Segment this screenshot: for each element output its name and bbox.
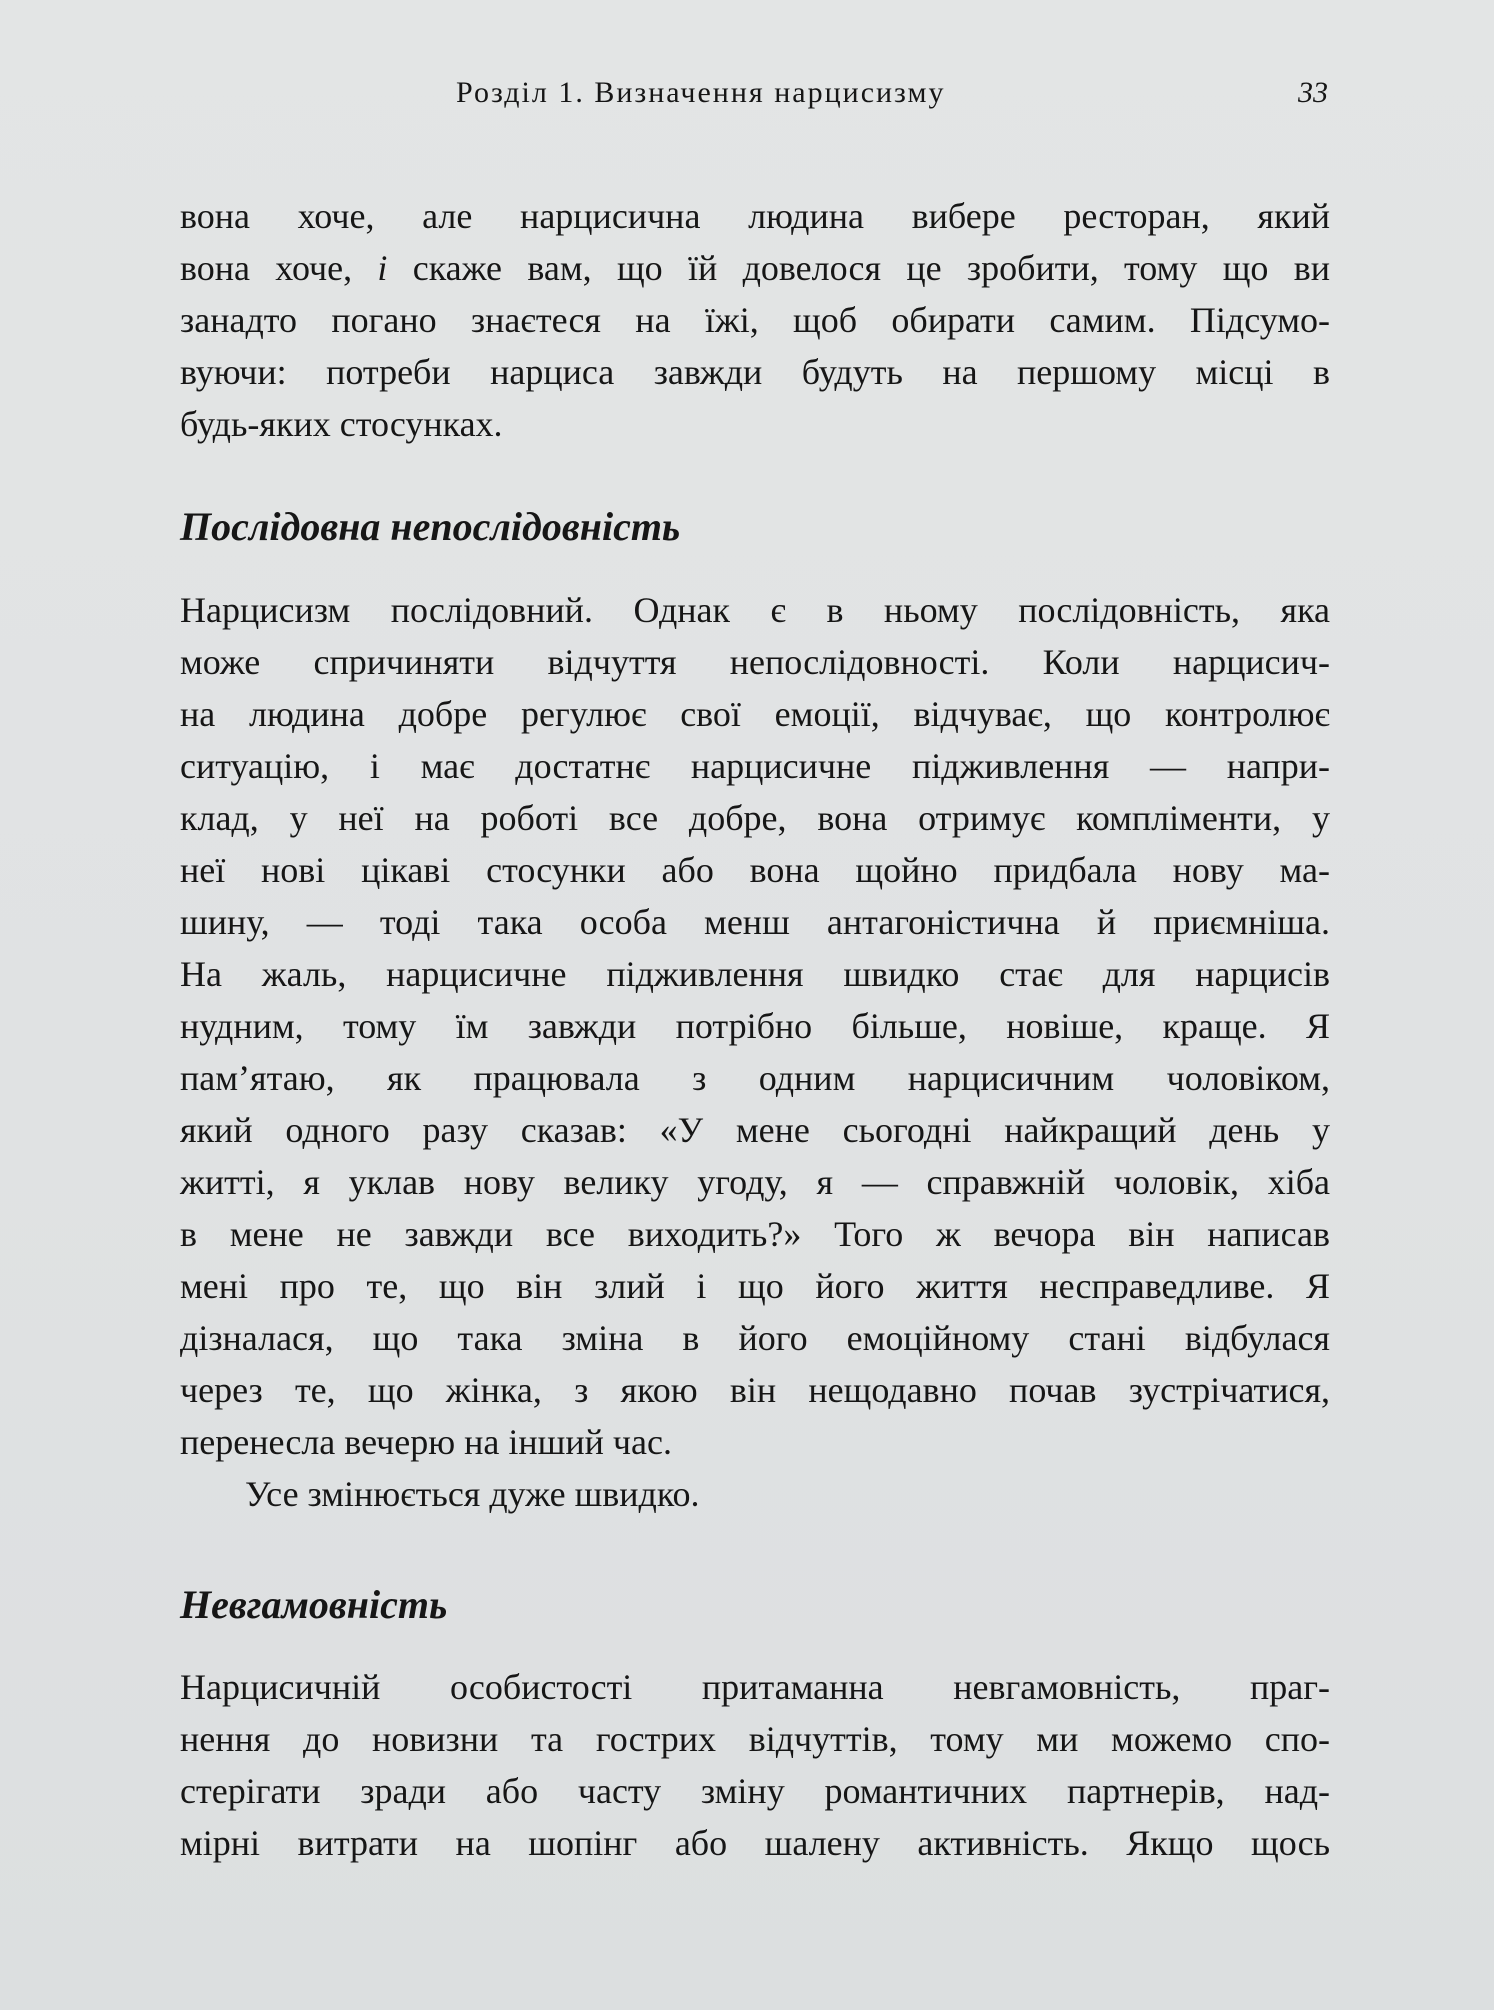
text-line: вуючи: потреби нарциса завжди будуть на першому місці в: [180, 352, 1330, 392]
text-run: вона хоче,: [180, 248, 378, 288]
text-line: в мене не завжди все виходить?» Того ж вечора він написав: [180, 1214, 1330, 1254]
text-line: неї нові цікаві стосунки або вона щойно придбала нову ма-: [180, 850, 1330, 890]
text-line: Нарцисичній особистості притаманна невгамовність, праг-: [180, 1667, 1330, 1707]
section-heading: Послідовна непослідовність: [180, 504, 681, 549]
chapter-title: Розділ 1. Визначення нарцисизму: [456, 76, 946, 109]
text-line: через те, що жінка, з якою він нещодавно почав зустрічатися,: [180, 1370, 1330, 1410]
text-line: може спричиняти відчуття непослідовності. Коли нарцисич-: [180, 642, 1330, 682]
text-line: пам’ятаю, як працювала з одним нарцисичним чоловіком,: [180, 1058, 1330, 1098]
text-line: вона хоче, але нарцисична людина вибере ресторан, який: [180, 196, 1330, 236]
text-line: перенесла вечерю на інший час.: [180, 1422, 672, 1462]
text-line: мірні витрати на шопінг або шалену активність. Якщо щось: [180, 1823, 1330, 1863]
text-line: ситуацію, і має достатнє нарцисичне підживлення — напри-: [180, 746, 1330, 786]
text-line: нення до новизни та гострих відчуттів, тому ми можемо спо-: [180, 1719, 1330, 1759]
text-line: дізналася, що така зміна в його емоційному стані відбулася: [180, 1318, 1330, 1358]
text-line: Усе змінюється дуже швидко.: [245, 1474, 700, 1514]
paragraph: [180, 1468, 1330, 1520]
text-line: мені про те, що він злий і що його життя несправедливе. Я: [180, 1266, 1330, 1306]
text-line: на людина добре регулює свої емоції, відчуває, що контролює: [180, 694, 1330, 734]
page-body: [180, 190, 1330, 1869]
text-line: будь-яких стосунках.: [180, 404, 503, 444]
text-line: шину, — тоді така особа менш антагоністична й приємніша.: [180, 902, 1330, 942]
paragraph: [180, 584, 1330, 1468]
page-number: 33: [1298, 76, 1328, 109]
running-head: [0, 76, 1494, 122]
text-line: На жаль, нарцисичне підживлення швидко стає для нарцисів: [180, 954, 1330, 994]
text-line: який одного разу сказав: «У мене сьогодні найкращий день у: [180, 1110, 1330, 1150]
text-line: [180, 242, 1330, 294]
text-run: скаже вам, що їй довелося це зробити, тому що ви: [387, 248, 1331, 288]
paragraph: [180, 1661, 1330, 1869]
text-line: житті, я уклав нову велику угоду, я — справжній чоловік, хіба: [180, 1162, 1330, 1202]
text-line: клад, у неї на роботі все добре, вона отримує компліменти, у: [180, 798, 1330, 838]
section-heading: Невгамовність: [180, 1582, 448, 1627]
text-line: Нарцисизм послідовний. Однак є в ньому послідовність, яка: [180, 590, 1330, 630]
paragraph-continuation: [180, 190, 1330, 450]
text-line: стерігати зради або часту зміну романтичних партнерів, над-: [180, 1771, 1330, 1811]
text-line: занадто погано знаєтеся на їжі, щоб обирати самим. Підсумо-: [180, 300, 1330, 340]
italic-emphasis: і: [377, 248, 388, 288]
text-line: нудним, тому їм завжди потрібно більше, новіше, краще. Я: [180, 1006, 1330, 1046]
